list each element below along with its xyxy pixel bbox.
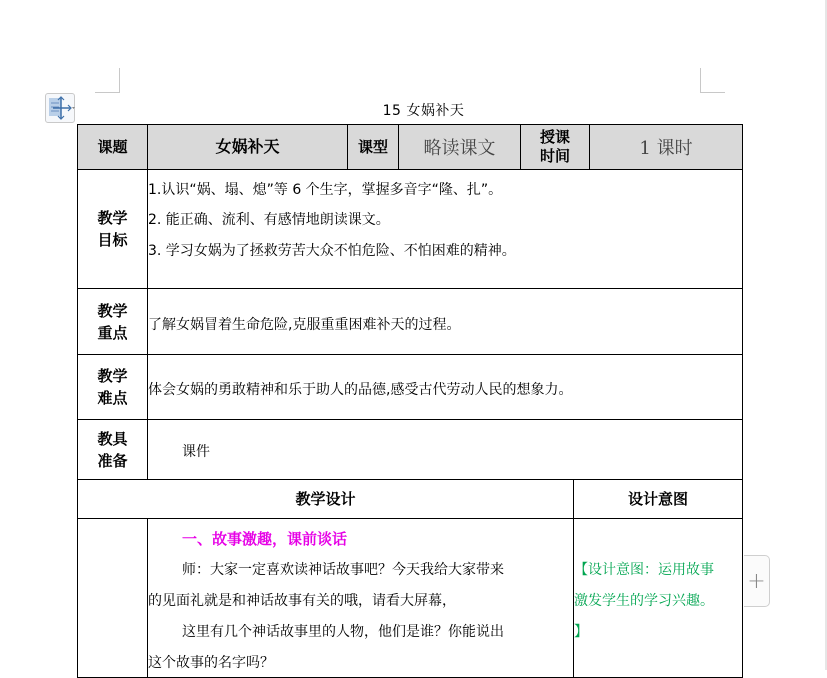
margin-corner-top-left (95, 68, 120, 93)
design-line: 师：大家一定喜欢读神话故事吧？今天我给大家带来 (182, 562, 504, 578)
design-content[interactable] (147, 518, 574, 678)
document-title: 15 女娲补天 (382, 103, 465, 119)
intent-content[interactable] (573, 518, 743, 678)
intent-line: 激发学生的学习兴趣。 (574, 593, 714, 609)
key-points-label-line2: 重点 (97, 323, 128, 342)
intent-line: 】 (574, 624, 588, 640)
design-header: 教学设计 (77, 479, 574, 519)
objective-item: 3. 学习女娲为了拯救劳苦大众不怕危险、不怕困难的精神。 (148, 243, 516, 259)
key-points-text: 了解女娲冒着生命危险,克服重重困难补天的过程。 (148, 317, 461, 333)
difficulties-text: 体会女娲的勇敢精神和乐于助人的品德,感受古代劳动人民的想象力。 (148, 382, 573, 398)
key-points-label (77, 288, 148, 355)
type-label: 课型 (347, 124, 399, 170)
objective-item: 1.认识“娲、塌、熄”等 6 个生字，掌握多音字“隆、扎”。 (148, 182, 503, 198)
key-points-content[interactable] (147, 288, 743, 355)
materials-label-line1: 教具 (97, 429, 128, 448)
time-label-line1: 授课 (539, 128, 570, 146)
margin-corner-top-right (700, 68, 725, 93)
materials-label-line2: 准备 (97, 451, 128, 470)
difficulties-content[interactable] (147, 354, 743, 420)
topic-label: 课题 (77, 124, 148, 170)
design-line: 这个故事的名字吗？ (148, 655, 274, 671)
materials-text: 课件 (182, 444, 210, 460)
objectives-label (77, 169, 148, 289)
type-value: 略读课文 (398, 124, 521, 170)
plus-icon: + (747, 568, 766, 594)
difficulties-label (77, 354, 148, 420)
objectives-content[interactable] (147, 169, 743, 289)
objectives-label-line2: 目标 (97, 231, 128, 249)
topic-value: 女娲补天 (147, 124, 348, 170)
materials-content[interactable] (147, 419, 743, 480)
design-line: 的见面礼就是和神话故事有关的哦，请看大屏幕， (148, 593, 456, 609)
add-column-button[interactable] (744, 555, 770, 607)
design-line: 这里有几个神话故事里的人物，他们是谁？你能说出 (182, 624, 504, 640)
key-points-label-line1: 教学 (97, 301, 128, 320)
time-value: 1 课时 (589, 124, 743, 170)
section-heading: 一、故事激趣，课前谈话 (182, 530, 348, 548)
difficulties-label-line2: 难点 (97, 389, 128, 407)
time-label (520, 124, 590, 170)
intent-header: 设计意图 (573, 479, 743, 519)
design-stage-cell[interactable] (77, 518, 148, 678)
objective-item: 2. 能正确、流利、有感情地朗读课文。 (148, 212, 390, 228)
difficulties-label-line1: 教学 (97, 367, 128, 385)
materials-label (77, 419, 148, 480)
objectives-label-line1: 教学 (97, 209, 128, 227)
time-label-line2: 时间 (539, 147, 570, 165)
intent-line: 【设计意图：运用故事 (574, 562, 714, 578)
